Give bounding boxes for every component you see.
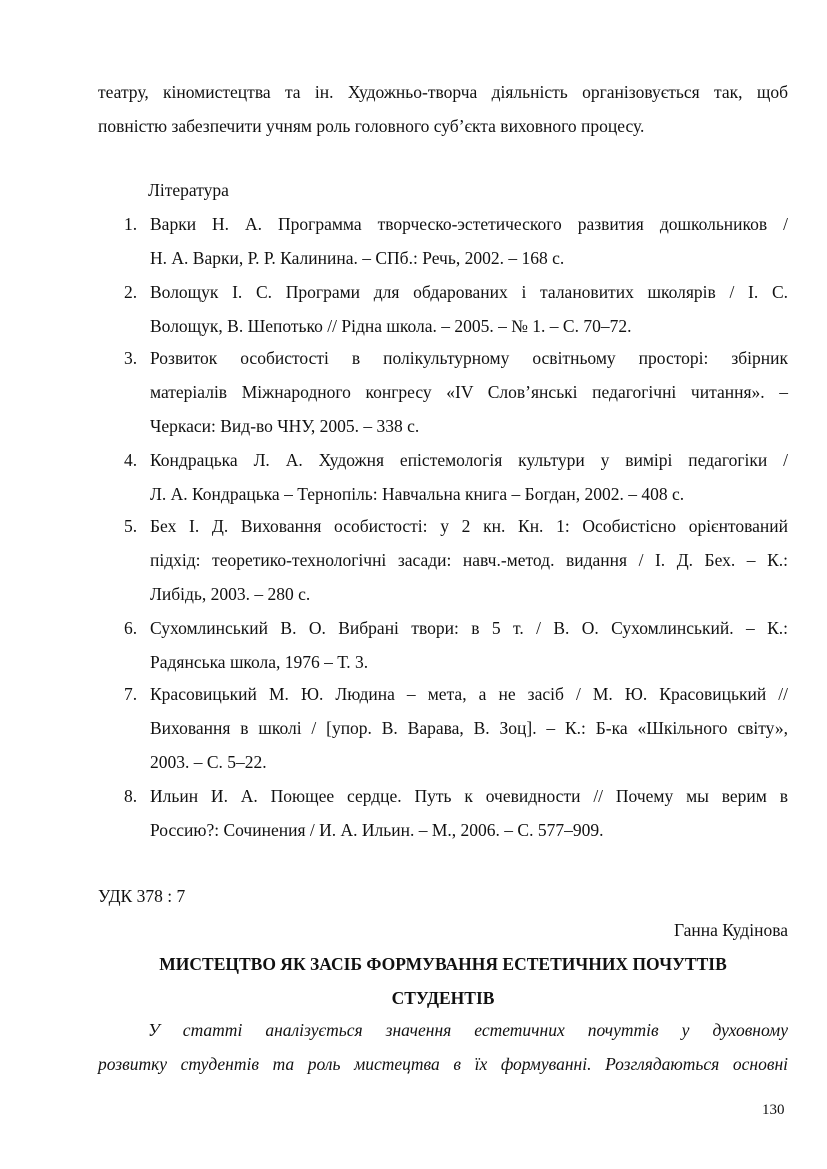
article-title-line-1: МИСТЕЦТВО ЯК ЗАСІБ ФОРМУВАННЯ ЕСТЕТИЧНИХ ПОЧУТТІВ <box>159 954 727 974</box>
reference-line: 2003. – С. 5–22. <box>150 752 267 772</box>
reference-line: Л. А. Кондрацька – Тернопіль: Навчальна книга – Богдан, 2002. – 408 с. <box>150 484 685 504</box>
page-number: 130 <box>762 1102 785 1118</box>
reference-line: Сухомлинський В. О. Вибрані твори: в 5 т. / В. О. Сухомлинський. – К.: <box>150 618 788 638</box>
reference-line: Радянська школа, 1976 – Т. 3. <box>150 652 369 672</box>
reference-line: Волощук, В. Шепотько // Рідна школа. – 2005. – № 1. – С. 70–72. <box>150 316 632 336</box>
abstract-line-1: У статті аналізується значення естетичних почуттів у духовному <box>148 1020 788 1040</box>
reference-line: Красовицький М. Ю. Людина – мета, а не засіб / М. Ю. Красовицький // <box>150 684 788 704</box>
reference-number: 4. <box>124 450 138 470</box>
reference-line: Волощук І. С. Програми для обдарованих і талановитих школярів / І. С. <box>150 282 788 302</box>
reference-line: Кондрацька Л. А. Художня епістемологія культури у вимірі педагогіки / <box>150 450 788 470</box>
udk-code: УДК 378 : 7 <box>98 886 186 906</box>
reference-line: Розвиток особистості в полікультурному освітньому просторі: збірник <box>150 348 788 368</box>
reference-number: 6. <box>124 618 138 638</box>
article-title-line-2: СТУДЕНТІВ <box>391 988 495 1008</box>
reference-line: Ильин И. А. Поющее сердце. Путь к очевидности // Почему мы верим в <box>150 786 788 806</box>
abstract-line-2: розвитку студентів та роль мистецтва в їх формуванні. Розглядаються основні <box>98 1054 788 1074</box>
reference-line: Либідь, 2003. – 280 с. <box>150 584 311 604</box>
article-author: Ганна Кудінова <box>673 920 788 940</box>
reference-line: Варки Н. А. Программа творческо-эстетического развития дошкольников / <box>150 214 788 234</box>
reference-line: матеріалів Міжнародного конгресу «IV Слов’янські педагогічні читання». – <box>150 382 788 402</box>
reference-number: 7. <box>124 684 138 704</box>
reference-number: 3. <box>124 348 138 368</box>
reference-line: підхід: теоретико-технологічні засади: навч.-метод. видання / І. Д. Бех. – К.: <box>150 550 788 570</box>
literature-heading: Література <box>148 180 229 200</box>
reference-number: 5. <box>124 516 138 536</box>
reference-number: 2. <box>124 282 138 302</box>
intro-line-1: театру, кіномистецтва та ін. Художньо-творча діяльність організовується так, щоб <box>98 82 788 102</box>
reference-line: Виховання в школі / [упор. В. Варава, В. Зоц]. – К.: Б-ка «Шкільного світу», <box>150 718 788 738</box>
reference-number: 8. <box>124 786 138 806</box>
reference-line: Черкаси: Вид-во ЧНУ, 2005. – 338 с. <box>150 416 420 436</box>
reference-line: Н. А. Варки, Р. Р. Калинина. – СПб.: Речь, 2002. – 168 с. <box>150 248 565 268</box>
reference-number: 1. <box>124 214 138 234</box>
intro-line-2: повністю забезпечити учням роль головного суб’єкта виховного процесу. <box>98 116 645 136</box>
reference-line: Бех І. Д. Виховання особистості: у 2 кн. Кн. 1: Особистісно орієнтований <box>150 516 788 536</box>
reference-line: Россию?: Сочинения / И. А. Ильин. – М., 2006. – С. 577–909. <box>150 820 604 840</box>
